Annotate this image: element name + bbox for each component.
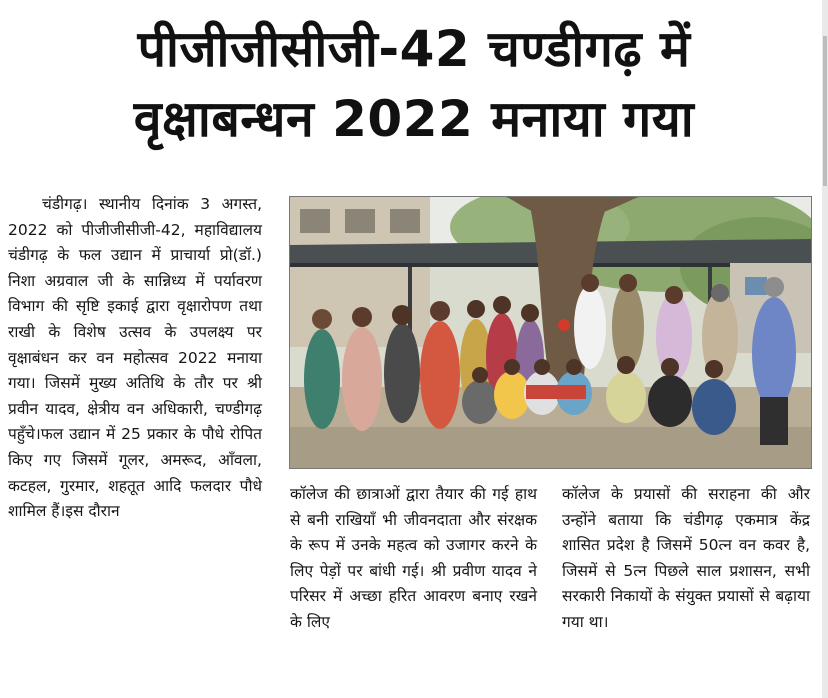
- article-column-3: कॉलेज के प्रयासों की सराहना की और उन्होंने बताया कि चंडीगढ़ एकमात्र केंद्र शासित प्रदेश है जिसमें 50त्न वन कवर है, जिसमें से 5त्न पिछले साल प्रशासन, सभी सरकारी निकायों के संयुक्त प्रयासों से बढ़ाया गया था।: [562, 485, 810, 631]
- article-column-1: चंडीगढ़। स्थानीय दिनांक 3 अगस्त, 2022 को पीजीजीसीजी-42, महाविद्यालय चंडीगढ़ के फल उद्यान में प्राचार्या प्रो(डॉ.) निशा अग्रवाल जी के सान्निध्य में पर्यावरण विभाग की सृष्टि इकाई द्वारा वृक्षारोपण तथा राखी के विशेष उत्सव के उपलक्ष्य पर वृक्षाबंधन कर वन महोत्सव 2022 मनाया गया। जिसमें मुख्य अतिथि के तौर पर श्री प्रवीन यादव, क्षेत्रीय वन अधिकारी, चण्डीगढ़ पहुँचे।फल उद्यान में 25 प्रकार के पौधे रोपित किए गए जिसमें गूलर, अमरूद, आँवला, कटहल, गुरमार, शहतूत आदि फलदार पौधे शामिल हैं।इस दौरान: [8, 195, 262, 521]
- headline-line-1: पीजीजीसीजी-42 चण्डीगढ़ में: [137, 20, 691, 78]
- article-column-2: कॉलेज की छात्राओं द्वारा तैयार की गई हाथ से बनी राखियाँ भी जीवनदाता और संरक्षक के रूप में उनके महत्व को उजागर करने के लिए पेड़ों पर बांधी गई। श्री प्रवीण यादव ने परिसर में अच्छा हरित आवरण बनाए रखने के लिए: [290, 485, 537, 631]
- event-photo-illustration: [290, 197, 811, 468]
- event-photo: [289, 196, 812, 469]
- headline-line-2: वृक्षाबन्धन 2022 मनाया गया: [133, 90, 695, 148]
